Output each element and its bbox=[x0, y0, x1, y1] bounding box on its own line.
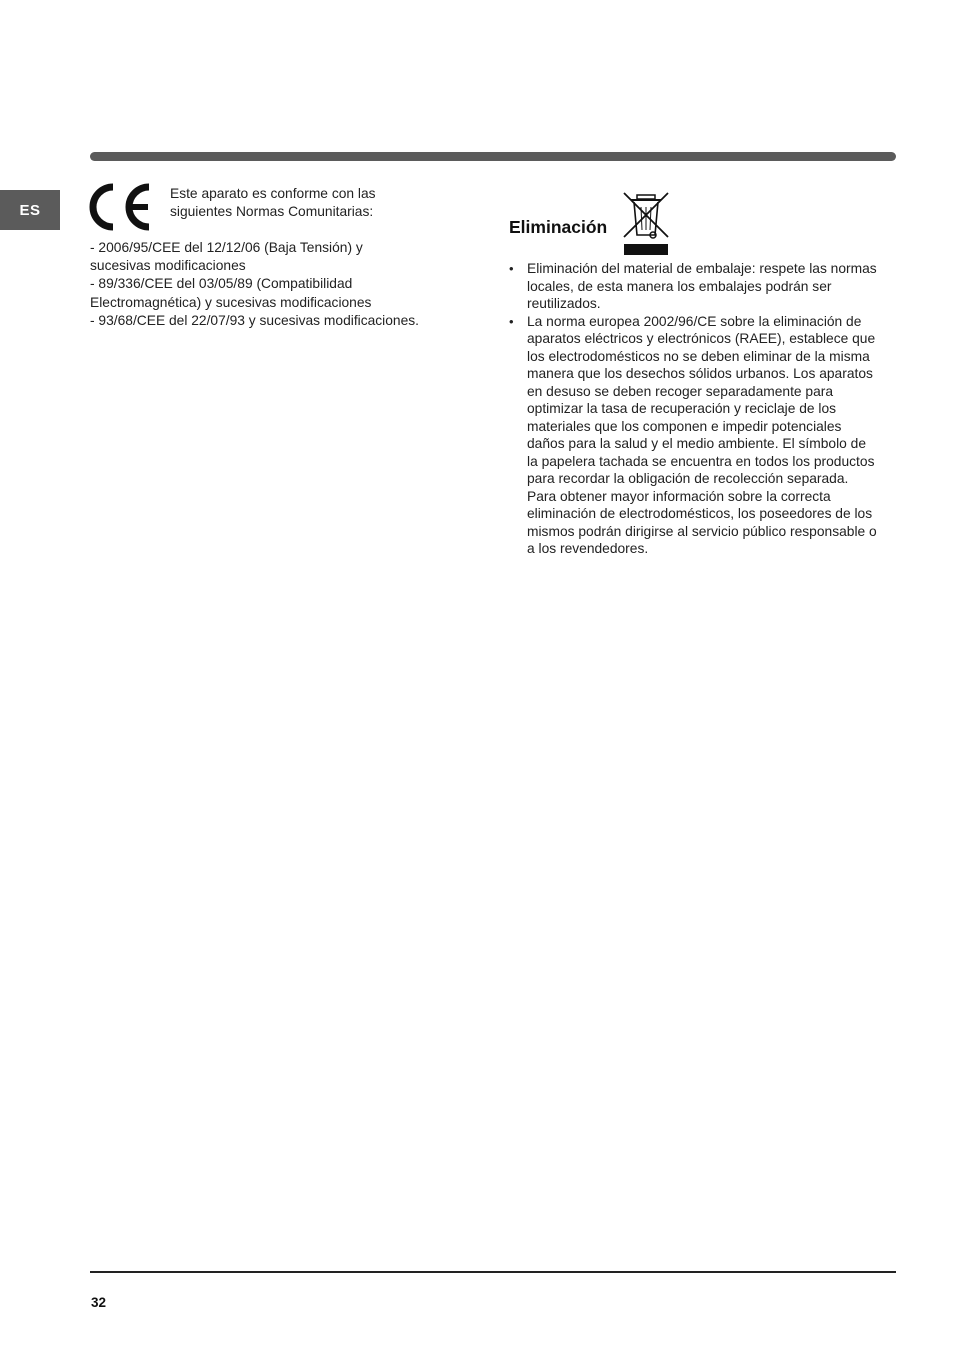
list-item bbox=[509, 260, 879, 313]
norm-item: - 93/68/CEE del 22/07/93 y sucesivas modificaciones. bbox=[90, 312, 420, 328]
language-tab: ES bbox=[0, 190, 60, 230]
footer-rule bbox=[90, 1271, 896, 1273]
list-item-text: • Eliminación del material de embalaje: respete las normas locales, de esta manera los embalajes podrán ser reutilizados. bbox=[527, 261, 877, 311]
list-item bbox=[509, 313, 879, 558]
disposal-title: Eliminación bbox=[509, 217, 608, 237]
ce-intro-text: Este aparato es conforme con las siguientes Normas Comunitarias: bbox=[170, 186, 376, 219]
norms-list bbox=[90, 239, 425, 330]
page-number: 32 bbox=[91, 1295, 107, 1310]
ce-mark-icon bbox=[88, 183, 154, 231]
norm-item: - 2006/95/CEE del 12/12/06 (Baja Tensión) y sucesivas modificaciones bbox=[90, 240, 363, 274]
disposal-list bbox=[509, 260, 879, 558]
norm-item: - 89/336/CEE del 03/05/89 (Compatibilidad Electromagnética) y sucesivas modificaciones bbox=[90, 276, 372, 310]
crossed-out-bin-icon bbox=[622, 191, 670, 257]
list-item-text: • La norma europea 2002/96/CE sobre la eliminación de aparatos eléctricos y electrónicos (RAEE), establece que los electrodomésticos no se deben eliminar de la misma manera que los desechos sólidos urbanos. Los aparatos en desuso se deben recoger separadamente para optimizar la tasa de recuperación y reciclaje de los materiales que los componen e impedir potenciales daños para la salud y el medio ambiente. El símbolo de la papelera tachada se encuentra en todos los productos para recordar la obligación de recolección separada. bbox=[527, 313, 876, 486]
header-bar bbox=[90, 152, 896, 161]
disposal-note: Para obtener mayor información sobre la correcta eliminación de electrodomésticos, los poseedores de los mismos podrán dirigirse al servicio público responsable o a los revendedores. bbox=[527, 488, 877, 556]
